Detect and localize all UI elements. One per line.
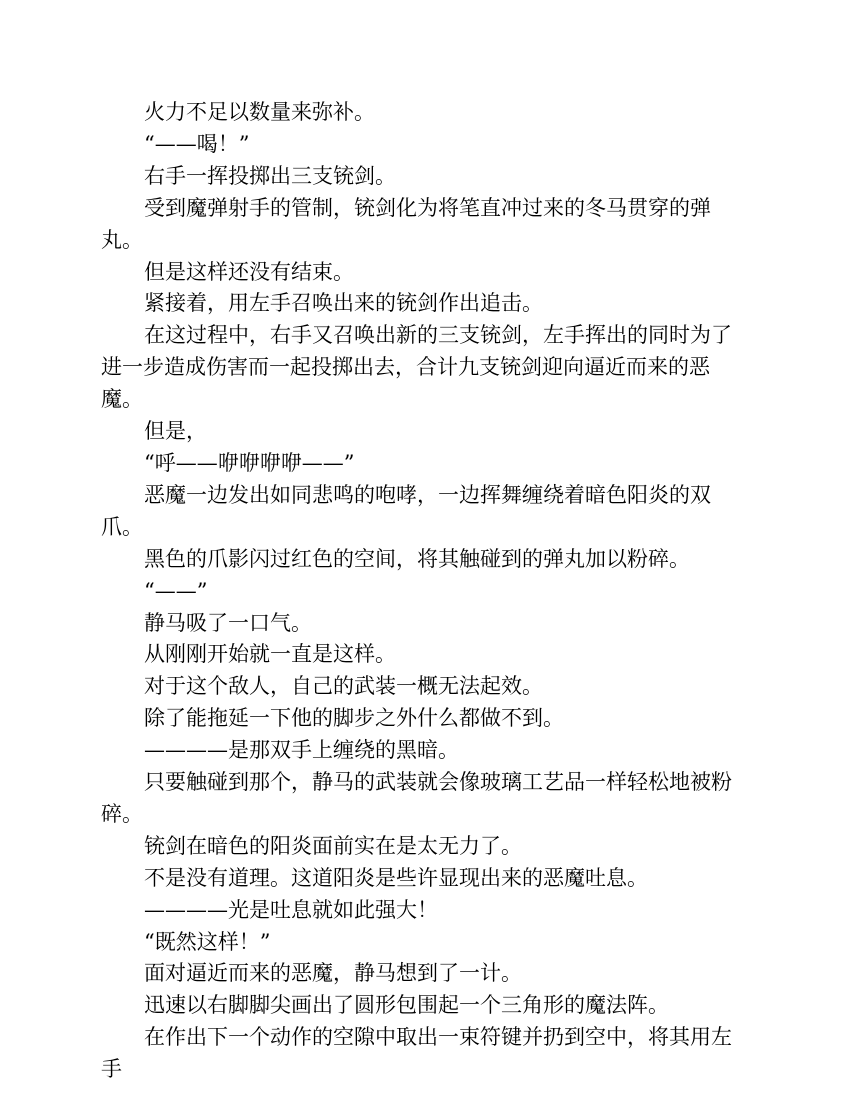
body-text [101,97,751,1086]
paragraph: 只要触碰到那个，静马的武装就会像玻璃工艺品一样轻松地被粉碎。 [101,770,732,826]
paragraph: ————光是吐息就如此强大！ [144,897,438,922]
paragraph: 火力不足以数量来弥补。 [144,100,375,124]
paragraph: “——喝！” [144,131,250,156]
paragraph: 但是， [144,419,207,444]
paragraph: 受到魔弹射手的管制，铳剑化为将笔直冲过来的冬马贯穿的弹丸。 [101,195,711,252]
paragraph: 在作出下一个动作的空隙中取出一束符键并扔到空中，将其用左手 [101,1025,732,1082]
paragraph: 迅速以右脚脚尖画出了圆形包围起一个三角形的魔法阵。 [144,993,669,1018]
paragraph: 恶魔一边发出如同悲鸣的咆哮，一边挥舞缠绕着暗色阳炎的双爪。 [101,482,711,539]
paragraph: “——” [144,578,208,603]
paragraph: 但是这样还没有结束。 [144,259,354,284]
paragraph: “既然这样！” [144,929,271,954]
paragraph: 对于这个敌人，自己的武装一概无法起效。 [144,674,543,699]
paragraph: 除了能拖延一下他的脚步之外什么都做不到。 [144,706,564,731]
paragraph: 铳剑在暗色的阳炎面前实在是太无力了。 [144,833,522,858]
paragraph: 在这过程中，右手又召唤出新的三支铳剑，左手挥出的同时为了进一步造成伤害而一起投掷出去，合计九支铳剑迎向逼近而来的恶魔。 [101,323,732,412]
paragraph: 从刚刚开始就一直是这样。 [144,642,396,667]
paragraph: 不是没有道理。这道阳炎是些许显现出来的恶魔吐息。 [144,865,648,890]
paragraph: 紧接着，用左手召唤出来的铳剑作出追击。 [144,291,543,316]
paragraph: 黑色的爪影闪过红色的空间，将其触碰到的弹丸加以粉碎。 [144,546,690,571]
paragraph: “呼——咿咿咿咿——” [144,450,355,475]
paragraph: 右手一挥投掷出三支铳剑。 [144,163,396,188]
paragraph: 静马吸了一口气。 [144,610,312,635]
paragraph: 面对逼近而来的恶魔，静马想到了一计。 [144,961,522,986]
paragraph: ————是那双手上缠绕的黑暗。 [144,738,459,763]
